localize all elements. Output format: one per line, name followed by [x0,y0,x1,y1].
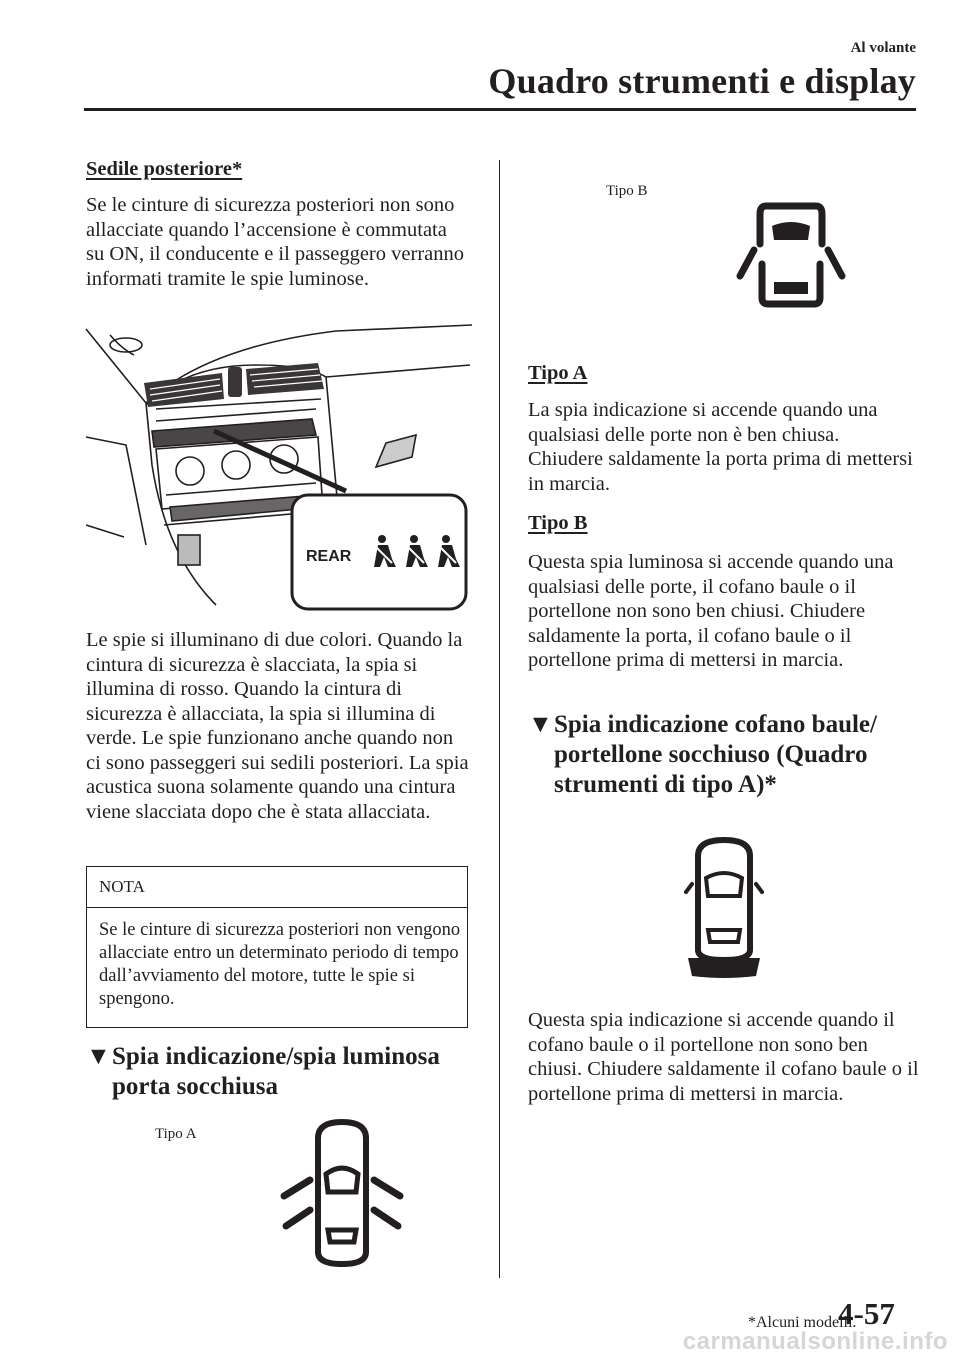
triangle-bullet-icon: ▼ [86,1043,111,1070]
rear-seat-heading: Sedile posteriore* [86,158,243,180]
tipo-b-heading: Tipo B [528,512,588,534]
tipo-b-text: Questa spia luminosa si accende quando una qualsiasi delle porte, il cofano baule o il portellone non sono ben chiusi. Chiudere saldamente la porta, il cofano baule o il portellone prima di mettersi in marcia. [528,551,894,671]
note-header [87,867,467,908]
trunk-ajar-heading-text: Spia indicazione cofano baule/ portellone socchiuso (Quadro strumenti di tipo A)* [554,711,877,798]
tipo-a-text: La spia indicazione si accende quando una qualsiasi delle porte non è ben chiusa. Chiudere saldamente la porta prima di mettersi in marcia. [528,399,913,495]
footnote: *Alcuni modelli. [748,1314,857,1331]
note-text: Se le cinture di sicurezza posteriori non vengono allacciate entro un determinato periodo di tempo dall’avviamento del motore, tutte le spie si spengono. [99,920,461,1009]
column-divider [499,160,500,1278]
header-rule [84,108,916,111]
rear-label: REAR [306,548,352,565]
color-explanation-paragraph: Le spie si illuminano di due colori. Quando la cintura di sicurezza è slacciata, la spia si illumina di rosso. Quando la cintura di sicurezza è allacciata, la spia si illumina di verde. Le spie funzionano anche quando non ci sono passeggeri sui sedili posteriori. La spia acustica suona solamente quando una cintura viene slacciata dopo che è stata allacciata. [86,629,469,823]
note-title: NOTA [99,877,145,896]
dashboard-illustration [86,325,470,615]
trunk-ajar-text: Questa spia indicazione si accende quando il cofano baule o il portellone non sono ben chiusi. Chiudere saldamente il cofano baule o il portellone prima di mettersi in marcia. [528,1009,919,1105]
door-ajar-heading-text: Spia indicazione/spia luminosa porta socchiusa [112,1043,440,1100]
section-title: Quadro strumenti e display [488,61,916,101]
door-ajar-icon-type-b [736,204,846,308]
watermark: carmanualsonline.info [682,1328,948,1355]
door-ajar-icon-type-a [282,1118,402,1268]
tipo-b-caption: Tipo B [606,183,648,199]
triangle-bullet-icon: ▼ [528,711,553,738]
page-number: 4-57 [838,1296,895,1331]
chapter-title: Al volante [850,40,916,56]
tipo-a-heading: Tipo A [528,362,588,384]
tipo-a-caption: Tipo A [155,1126,197,1142]
trunk-ajar-heading [528,710,918,804]
rear-seat-paragraph: Se le cinture di sicurezza posteriori non sono allacciate quando l’accensione è commutata su ON, il conducente e il passeggero verranno informati tramite le spie luminose. [86,194,464,290]
door-ajar-heading [86,1042,476,1106]
note-box [86,866,468,1028]
trunk-ajar-icon [684,838,764,980]
